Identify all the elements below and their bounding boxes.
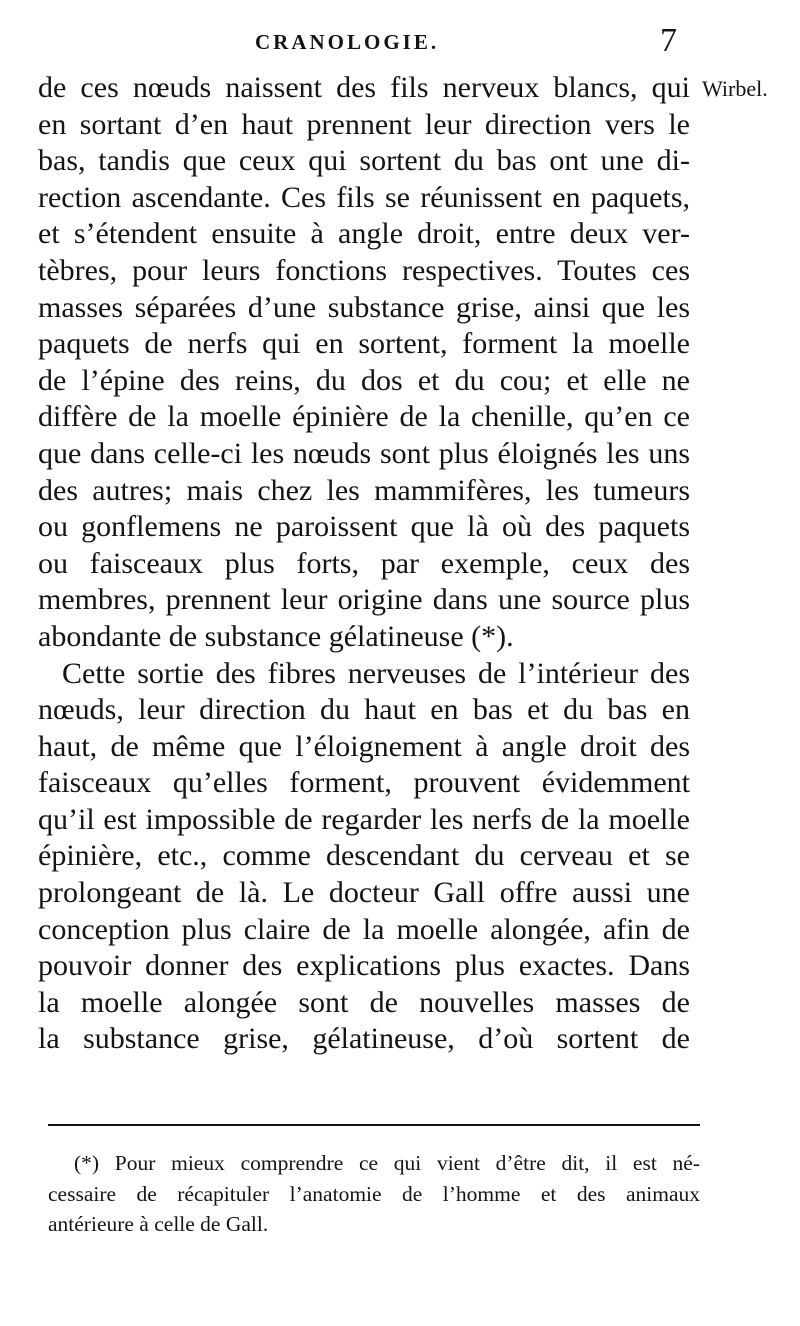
footnote-divider — [48, 1124, 700, 1126]
text-line: diffère de la moelle épinière de la chenille, qu’en ce — [38, 400, 690, 434]
footnote-line: antérieure à celle de Gall. — [48, 1212, 269, 1236]
text-line: nœuds, leur direction du haut en bas et du bas en — [38, 693, 690, 727]
text-line: en sortant d’en haut prennent leur direction vers le — [38, 107, 690, 141]
text-line: Cette sortie des fibres nerveuses de l’intérieur des — [62, 656, 690, 690]
text-line: la moelle alongée sont de nouvelles masses de — [38, 985, 690, 1019]
text-line: abondante de substance gélatineuse (*). — [38, 619, 514, 653]
text-line: rection ascendante. Ces fils se réunissent en paquets, — [38, 180, 690, 214]
text-line: de ces nœuds naissent des fils nerveux blancs, qui — [38, 71, 690, 104]
text-line: conception plus claire de la moelle alongée, afin de — [38, 912, 690, 946]
text-line: tèbres, pour leurs fonctions respectives. Toutes ces — [38, 253, 690, 287]
text-line: membres, prennent leur origine dans une source plus — [38, 583, 690, 617]
text-line: bas, tandis que ceux qui sortent du bas ont une di- — [38, 144, 690, 178]
text-line: qu’il est impossible de regarder les nerfs de la moelle — [38, 802, 690, 836]
footnote-line: (*) Pour mieux comprendre ce qui vient d’être dit, il est né- — [74, 1151, 700, 1175]
text-line: haut, de même que l’éloignement à angle droit des — [38, 729, 690, 763]
text-line: pouvoir donner des explications plus exactes. Dans — [38, 949, 690, 983]
body-text — [38, 70, 690, 1058]
running-title: CRANOLOGIE. — [255, 30, 440, 54]
text-line: paquets de nerfs qui en sortent, forment la moelle — [38, 327, 690, 361]
page-number: 7 — [660, 22, 677, 59]
text-line: que dans celle-ci les nœuds sont plus éloignés les uns — [38, 436, 690, 470]
text-line: prolongeant de là. Le docteur Gall offre aussi une — [38, 876, 690, 910]
text-line: de l’épine des reins, du dos et du cou; et elle ne — [38, 363, 690, 397]
text-line: ou faisceaux plus forts, par exemple, ceux des — [38, 546, 690, 580]
text-line: des autres; mais chez les mammifères, les tumeurs — [38, 473, 690, 507]
text-line: la substance grise, gélatineuse, d’où sortent de — [38, 1022, 690, 1056]
text-line: épinière, etc., comme descendant du cerveau et se — [38, 839, 690, 873]
margin-note: Wirbel. — [702, 76, 768, 101]
text-line: masses séparées d’une substance grise, ainsi que les — [38, 290, 690, 324]
text-line: ou gonflemens ne paroissent que là où des paquets — [38, 510, 690, 544]
text-line: faisceaux qu’elles forment, prouvent évidemment — [38, 766, 690, 800]
text-line: et s’étendent ensuite à angle droit, entre deux ver- — [38, 217, 690, 251]
footnote-line: cessaire de récapituler l’anatomie de l’homme et des animaux — [48, 1181, 700, 1206]
footnote — [48, 1148, 700, 1240]
